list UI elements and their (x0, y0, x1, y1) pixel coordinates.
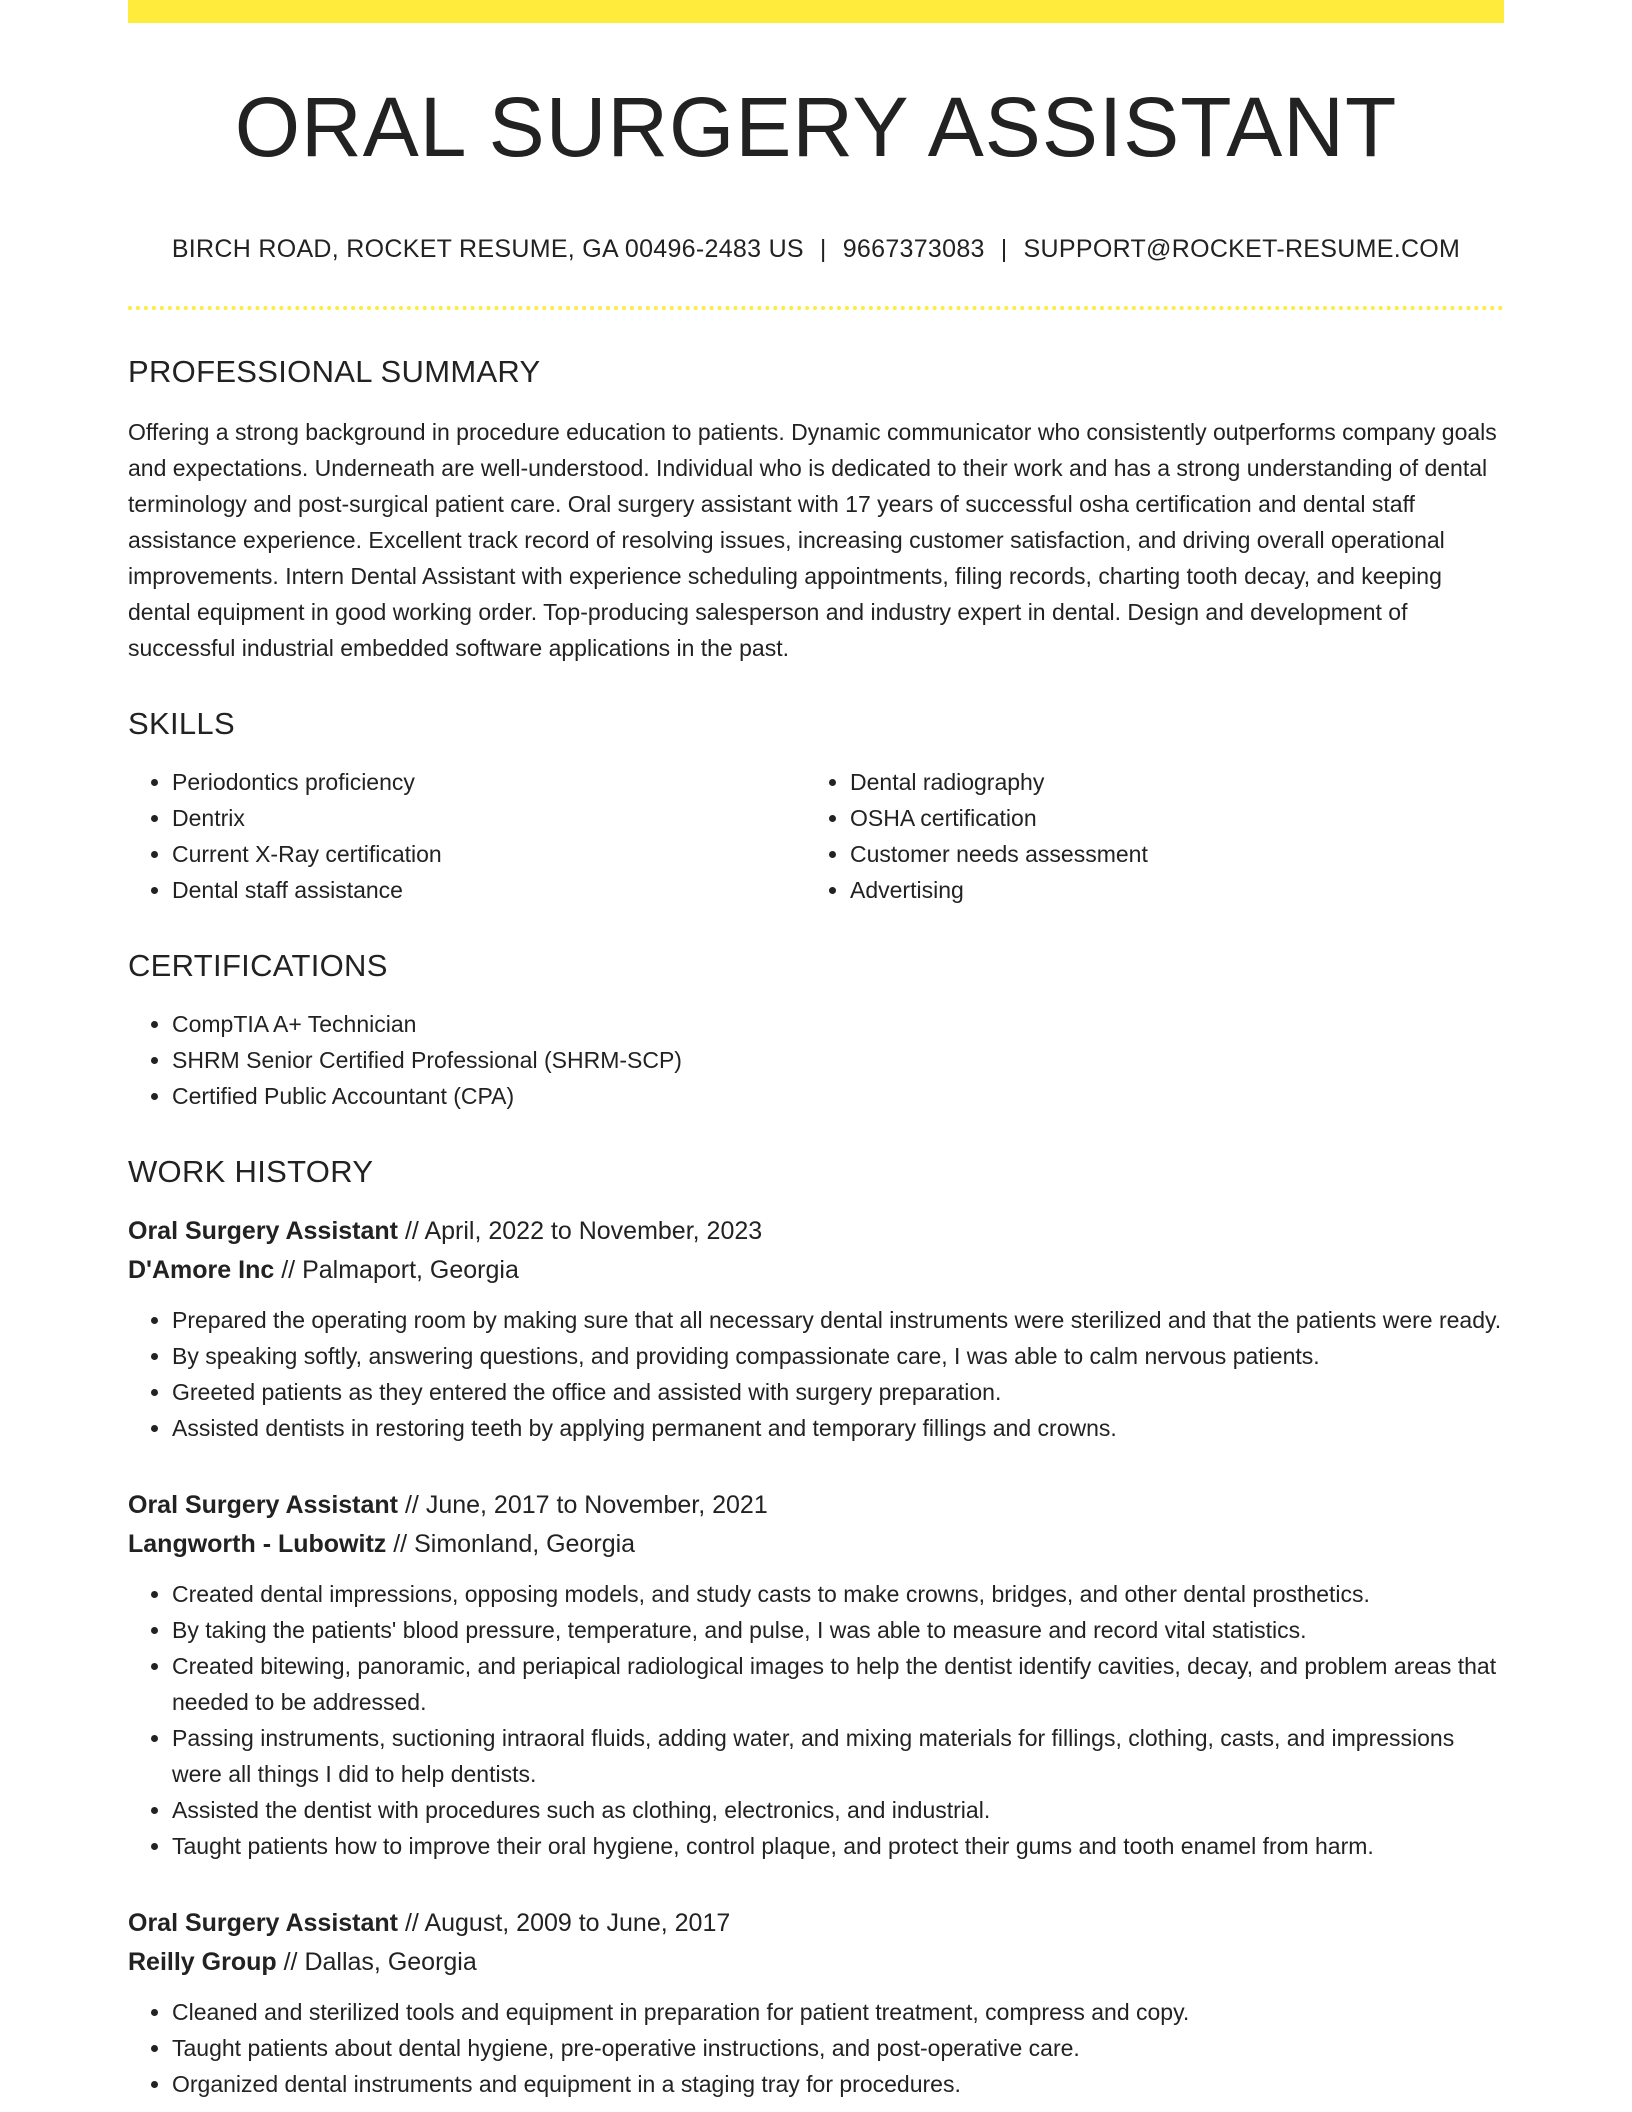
contact-separator: | (819, 235, 827, 264)
job-bullets (128, 1302, 1504, 1446)
job-bullet: • Passing instruments, suctioning intraoral fluids, adding water, and mixing materials for fillings, clothing, casts, and impressions were all things I did to help dentists. (172, 1720, 1504, 1792)
certification-item: • Certified Public Accountant (CPA) (172, 1078, 1504, 1114)
resume-title: ORAL SURGERY ASSISTANT (234, 80, 1398, 174)
job-bullet: • Created dental impressions, opposing models, and study casts to make crowns, bridges, and other dental prosthetics. (172, 1576, 1504, 1612)
job-company: Reilly Group (128, 1948, 277, 1977)
job-bullet: • Taught patients how to improve their oral hygiene, control plaque, and protect their gums and tooth enamel from harm. (172, 1828, 1504, 1864)
skills-heading: SKILLS (128, 706, 235, 742)
job-separator: // (404, 1909, 419, 1938)
job-entry (128, 1212, 1504, 1446)
certifications-heading: CERTIFICATIONS (128, 948, 388, 984)
job-company-line (128, 1251, 1504, 1290)
job-bullet: • By speaking softly, answering questions, and providing compassionate care, I was able to calm nervous patients. (172, 1338, 1504, 1374)
job-location: Dallas, Georgia (304, 1948, 477, 1977)
job-bullet: • Prepared the operating room by making sure that all necessary dental instruments were sterilized and that the patients were ready. (172, 1302, 1504, 1338)
certification-item: • SHRM Senior Certified Professional (SHRM-SCP) (172, 1042, 1504, 1078)
job-bullet: • By taking the patients' blood pressure, temperature, and pulse, I was able to measure and record vital statistics. (172, 1612, 1504, 1648)
job-bullet: • Cleaned and sterilized tools and equipment in preparation for patient treatment, compress and copy. (172, 1994, 1504, 2030)
skills-right-list (806, 764, 1484, 908)
skills-list (128, 764, 1504, 908)
summary-text: Offering a strong background in procedure education to patients. Dynamic communicator who consistently outperforms company goals and expectations. Underneath are well-understood. Individual who is dedicated to their work and has a strong understanding of dental terminology and post-surgical patient care. Oral surgery assistant with 17 years of successful osha certification and dental staff assistance experience. Excellent track record of resolving issues, increasing customer satisfaction, and driving overall operational improvements. Intern Dental Assistant with experience scheduling appointments, filing records, charting tooth decay, and keeping dental equipment in good working order. Top-producing salesperson and industry expert in dental. Design and development of successful industrial embedded software applications in the past. (128, 419, 1497, 662)
summary-heading: PROFESSIONAL SUMMARY (128, 354, 541, 390)
job-location: Palmaport, Georgia (302, 1256, 519, 1285)
skills-column-left (128, 764, 806, 908)
skills-column-right (806, 764, 1484, 908)
job-company-line (128, 1943, 1504, 1982)
job-location: Simonland, Georgia (414, 1530, 636, 1559)
job-company-line (128, 1525, 1504, 1564)
skill-item: • Customer needs assessment (850, 836, 1484, 872)
job-title-line (128, 1904, 1504, 1943)
job-bullet: • Created bitewing, panoramic, and periapical radiological images to help the dentist identify cavities, decay, and problem areas that needed to be addressed. (172, 1648, 1504, 1720)
job-entry (128, 1486, 1504, 1864)
job-entry (128, 1904, 1504, 2102)
job-separator: // (393, 1530, 408, 1559)
job-bullets (128, 1994, 1504, 2102)
skills-left-list (128, 764, 806, 908)
job-bullet: • Assisted dentists in restoring teeth by applying permanent and temporary fillings and crowns. (172, 1410, 1504, 1446)
job-bullets (128, 1576, 1504, 1864)
work-history-list (128, 1212, 1504, 2102)
certification-item: • CompTIA A+ Technician (172, 1006, 1504, 1042)
job-role: Oral Surgery Assistant (128, 1217, 399, 1246)
skill-item: • Dentrix (172, 800, 806, 836)
skill-item: • Dental staff assistance (172, 872, 806, 908)
job-dates: June, 2017 to November, 2021 (425, 1491, 768, 1520)
job-role: Oral Surgery Assistant (128, 1491, 399, 1520)
job-bullet: • Assisted the dentist with procedures such as clothing, electronics, and industrial. (172, 1792, 1504, 1828)
job-title-line (128, 1212, 1504, 1251)
dotted-divider (128, 306, 1504, 310)
job-dates: April, 2022 to November, 2023 (424, 1217, 763, 1246)
work-history-heading: WORK HISTORY (128, 1154, 374, 1190)
contact-line (128, 235, 1504, 264)
job-bullet: • Taught patients about dental hygiene, pre-operative instructions, and post-operative care. (172, 2030, 1504, 2066)
resume-content (128, 23, 1504, 2102)
contact-address: BIRCH ROAD, ROCKET RESUME, GA 00496-2483 US (171, 235, 804, 264)
job-role: Oral Surgery Assistant (128, 1909, 399, 1938)
certifications-list (128, 1006, 1504, 1114)
contact-email: SUPPORT@ROCKET-RESUME.COM (1023, 235, 1461, 264)
skill-item: • Advertising (850, 872, 1484, 908)
job-bullet: • Greeted patients as they entered the office and assisted with surgery preparation. (172, 1374, 1504, 1410)
skill-item: • OSHA certification (850, 800, 1484, 836)
job-company: Langworth - Lubowitz (128, 1530, 387, 1559)
job-title-line (128, 1486, 1504, 1525)
contact-separator: | (1000, 235, 1008, 264)
contact-phone: 9667373083 (842, 235, 985, 264)
skill-item: • Periodontics proficiency (172, 764, 806, 800)
job-separator: // (404, 1491, 419, 1520)
accent-bar (128, 0, 1504, 23)
skill-item: • Current X-Ray certification (172, 836, 806, 872)
job-bullet: • Organized dental instruments and equipment in a staging tray for procedures. (172, 2066, 1504, 2102)
job-company: D'Amore Inc (128, 1256, 275, 1285)
job-separator: // (283, 1948, 298, 1977)
job-dates: August, 2009 to June, 2017 (424, 1909, 731, 1938)
job-separator: // (281, 1256, 296, 1285)
skill-item: • Dental radiography (850, 764, 1484, 800)
job-separator: // (404, 1217, 419, 1246)
